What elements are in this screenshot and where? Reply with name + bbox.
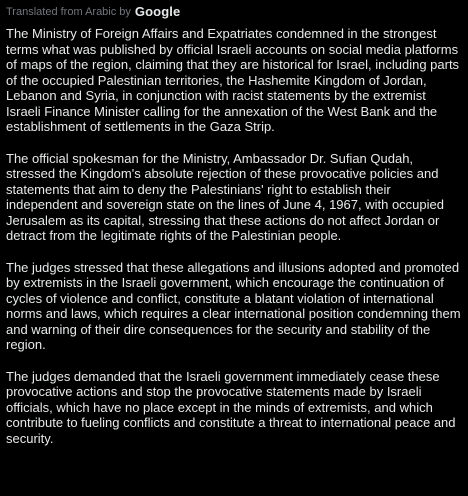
paragraph-1: The Ministry of Foreign Affairs and Expatriates condemned in the strongest terms what was published by official Israeli accounts on social media platforms of maps of the region, claiming that they are historical for Israel, including parts of the occupied Palestinian territories, the Hashemite Kingdom of Jordan, Lebanon and Syria, in conjunction with racist statements by the extremist Israeli Finance Minister calling for the annexation of the West Bank and the establishment of settlements in the Gaza Strip.	[6, 26, 460, 134]
paragraph-2: The official spokesman for the Ministry, Ambassador Dr. Sufian Qudah, stressed the Kingdom's absolute rejection of these provocative policies and statements that aim to deny the Palestinians' right to establish their independent and sovereign state on the lines of June 4, 1967, with occupied Jerusalem as its capital, stressing that these actions do not affect Jordan or detract from the legitimate rights of the Palestinian people.	[6, 150, 444, 243]
paragraph-4: The judges demanded that the Israeli government immediately cease these provocative actions and stop the provocative statements made by Israeli officials, which have no place except in the minds of extremists, and which contribute to fueling conflicts and constitute a threat to international peace and security.	[6, 368, 456, 446]
translated-text	[5, 26, 463, 446]
translation-label: Translated from Arabic by	[6, 6, 131, 18]
translation-attribution	[6, 5, 463, 19]
google-logo[interactable]: Google	[134, 4, 181, 19]
translated-post	[5, 5, 463, 493]
paragraph-3: The judges stressed that these allegations and illusions adopted and promoted by extremists in the Israeli government, which encourage the continuation of cycles of violence and conflict, constitute a blatant violation of international norms and laws, which requires a clear international position condemning them and warning of their dire consequences for the security and stability of the region.	[6, 259, 461, 352]
